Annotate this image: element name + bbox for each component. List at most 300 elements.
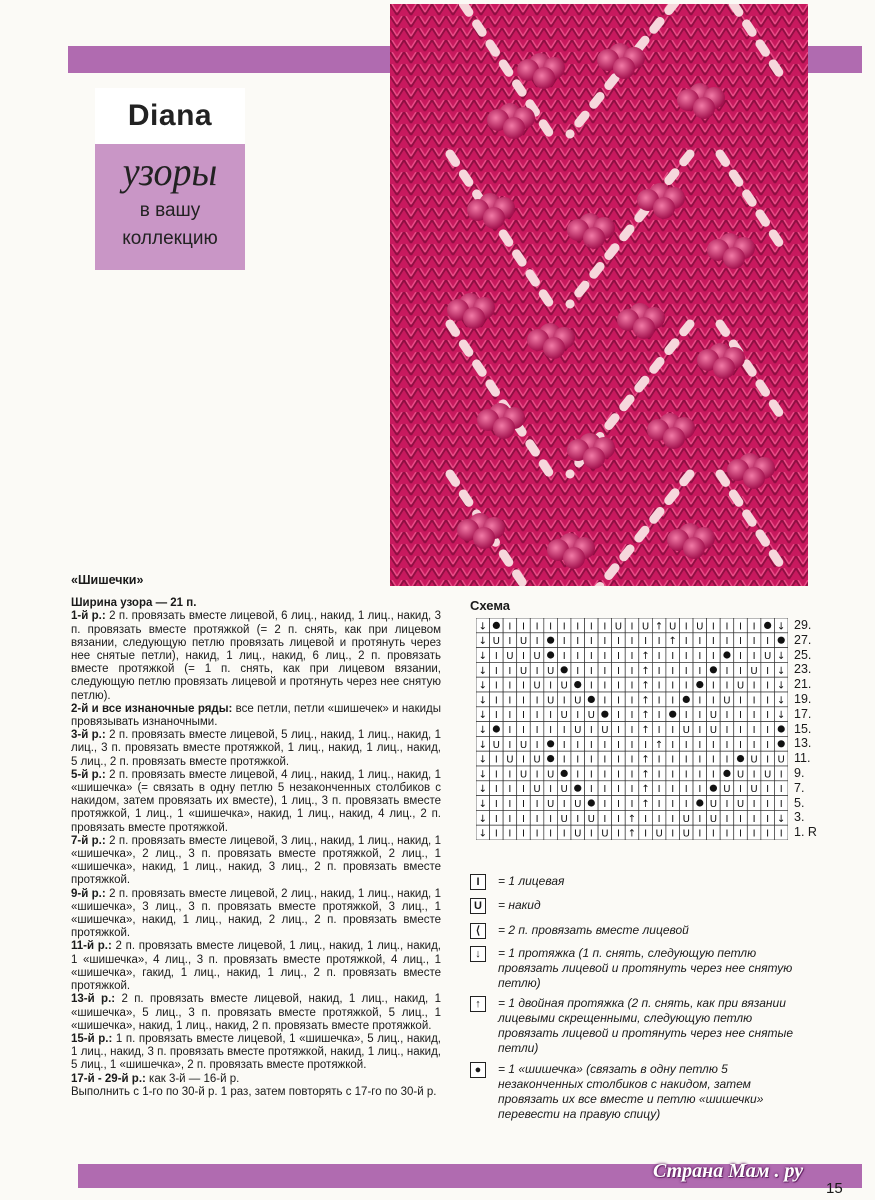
chart-symbol: U: [723, 695, 731, 707]
chart-row-label: 15.: [794, 721, 812, 736]
chart-symbol: ↓: [777, 651, 786, 662]
bobble-cluster: [723, 247, 745, 269]
chart-symbol: I: [725, 813, 729, 825]
chart-symbol: U: [601, 828, 609, 840]
chart-symbol: I: [603, 784, 607, 796]
chart-title: Схема: [470, 598, 511, 613]
chart-symbol: I: [671, 651, 675, 662]
instruction-row-label: 2-й и все изнаночные ряды:: [71, 702, 233, 715]
instruction-row: [71, 729, 441, 769]
chart-symbol: I: [766, 784, 770, 796]
bobble-cluster: [533, 67, 555, 89]
chart-symbol: I: [630, 665, 634, 677]
chart-symbol: I: [576, 754, 580, 766]
bobble-symbol: [588, 696, 595, 703]
chart-symbol: U: [641, 621, 650, 633]
chart-symbol: I: [522, 784, 525, 796]
chart-row-labels: [794, 618, 817, 840]
chart-symbol: I: [630, 725, 634, 736]
chart-symbol: I: [698, 665, 702, 677]
chart-symbol: U: [519, 739, 528, 751]
chart-symbol: I: [589, 739, 593, 751]
chart-symbol: I: [630, 695, 634, 707]
chart-symbol: I: [657, 636, 661, 648]
chart-row-label: 17.: [794, 706, 812, 721]
chart-symbol: I: [711, 769, 715, 781]
chart-symbol: U: [709, 710, 718, 722]
chart-symbol: ↑: [641, 754, 650, 766]
chart-row-label: 25.: [794, 647, 812, 662]
chart-symbol: U: [560, 813, 568, 825]
chart-symbol: I: [508, 784, 512, 796]
chart-symbol: I: [535, 739, 539, 751]
chart-symbol: I: [752, 813, 756, 825]
bobble-symbol: [696, 799, 703, 806]
chart-symbol: I: [739, 828, 742, 840]
bobble-symbol: [723, 651, 730, 658]
instruction-row-label: 15-й р.:: [71, 1032, 113, 1045]
chart-symbol: ↑: [641, 725, 650, 736]
chart-symbol: I: [779, 828, 783, 840]
chart-symbol: I: [535, 636, 539, 648]
chart-symbol: U: [777, 754, 785, 766]
chart-symbol: I: [522, 710, 525, 722]
instruction-row-label: 7-й р.:: [71, 834, 106, 847]
chart-symbol: I: [616, 680, 620, 692]
instruction-row: [71, 597, 441, 610]
chart-symbol: I: [535, 813, 539, 825]
chart-symbol: I: [684, 621, 688, 633]
legend-text: = 2 п. провязать вместе лицевой: [498, 923, 689, 937]
chart-symbol: I: [739, 784, 742, 796]
bobble-symbol: [737, 755, 744, 762]
chart-symbol: I: [671, 725, 675, 736]
chart-symbol: I: [522, 651, 525, 662]
chart-symbol: U: [574, 695, 582, 707]
chart-symbol: I: [779, 799, 783, 810]
instruction-row-label: 5-й р.:: [71, 768, 106, 781]
pattern-title: «Шишечки»: [71, 573, 144, 587]
chart-symbol: I: [752, 695, 756, 707]
chart-row-label: 19.: [794, 691, 812, 706]
chart-symbol: I: [549, 784, 553, 796]
chart-symbol: I: [508, 680, 512, 692]
chart-symbol: I: [522, 828, 525, 840]
instruction-row: [71, 1073, 441, 1086]
instruction-row-label: 11-й р.:: [71, 940, 112, 953]
instruction-row-label: 3-й р.:: [71, 729, 106, 742]
chart-symbol: I: [589, 769, 593, 781]
chart-symbol: I: [725, 799, 729, 810]
chart-symbol: I: [562, 636, 566, 648]
chart-symbol: I: [549, 813, 553, 825]
chart-symbol: I: [630, 754, 634, 766]
chart-symbol: I: [494, 695, 498, 707]
chart-symbol: I: [616, 665, 620, 677]
chart-symbol: I: [671, 784, 675, 796]
chart-symbol: I: [779, 784, 783, 796]
instruction-row: [71, 888, 441, 941]
k2tog-icon: ⟨: [470, 923, 486, 939]
chart-symbol: I: [671, 799, 675, 810]
instruction-row-label: 1-й р.:: [71, 610, 106, 623]
chart-symbol: U: [601, 725, 609, 736]
chart-symbol: ↑: [641, 680, 650, 692]
chart-symbol: ↑: [641, 799, 650, 810]
chart-symbol: I: [603, 813, 607, 825]
chart-symbol: I: [684, 651, 688, 662]
brand-box: [95, 88, 245, 270]
chart-row-label: 29.: [794, 618, 812, 632]
chart-symbol: U: [533, 651, 541, 662]
chart-symbol: I: [752, 621, 756, 633]
bobble-symbol: [547, 755, 554, 762]
chart-symbol: I: [630, 799, 634, 810]
chart-symbol: I: [494, 651, 498, 662]
chart-symbol: I: [589, 651, 593, 662]
chart-symbol: I: [535, 725, 539, 736]
brand-subtitle-2: коллекцию: [122, 228, 218, 249]
chart-symbol: ↓: [777, 695, 786, 707]
chart-symbol: I: [684, 769, 688, 781]
chart-symbol: U: [736, 799, 745, 810]
chart-symbol: I: [535, 710, 539, 722]
chart-symbol: I: [766, 828, 770, 840]
instruction-row-label: 9-й р.:: [71, 887, 106, 900]
chart-symbol: I: [739, 710, 742, 722]
chart-symbol: I: [589, 828, 593, 840]
chart-symbol: I: [657, 799, 661, 810]
chart-symbol: I: [657, 651, 661, 662]
chart-row-label: 7.: [794, 780, 805, 795]
chart-symbol: I: [616, 813, 620, 825]
chart-symbol: I: [711, 739, 715, 751]
chart-symbol: I: [725, 710, 729, 722]
chart-symbol: I: [630, 621, 634, 633]
chart-symbol: I: [494, 754, 498, 766]
chart-symbol: ↓: [478, 754, 487, 766]
chart-symbol: I: [684, 784, 688, 796]
bobble-symbol: [778, 740, 785, 747]
bobble-symbol: [547, 651, 554, 658]
chart-symbol: I: [522, 621, 525, 633]
chart-symbol: I: [603, 695, 607, 707]
bobble-symbol: [574, 681, 581, 688]
chart-symbol: I: [752, 636, 756, 648]
chart-symbol: I: [494, 710, 498, 722]
chart-symbol: I: [630, 784, 634, 796]
chart-symbol: I: [508, 710, 512, 722]
chart-symbol: ↑: [641, 784, 650, 796]
chart-symbol: I: [494, 784, 498, 796]
chart-symbol: I: [752, 651, 756, 662]
chart-symbol: I: [549, 621, 553, 633]
chart-symbol: I: [562, 799, 566, 810]
chart-symbol: I: [562, 828, 566, 840]
chart-symbol: I: [562, 725, 566, 736]
chart-symbol: I: [698, 828, 702, 840]
chart-symbol: I: [616, 828, 620, 840]
knitting-chart: [476, 618, 788, 840]
chart-symbol: I: [630, 710, 634, 722]
chart-symbol: U: [736, 769, 745, 781]
chart-symbol: U: [492, 636, 501, 648]
instruction-row: [71, 993, 441, 1033]
chart-symbol: I: [725, 754, 729, 766]
chart-symbol: U: [614, 621, 623, 633]
instruction-row-label: 17-й - 29-й р.:: [71, 1072, 146, 1085]
chart-symbol: I: [630, 636, 634, 648]
chart-symbol: U: [546, 769, 555, 781]
chart-symbol: I: [671, 680, 675, 692]
knitting-swatch-photo: [390, 4, 808, 586]
chart-symbol: U: [763, 769, 772, 781]
chart-symbol: I: [562, 695, 566, 707]
chart-symbol: I: [766, 739, 770, 751]
instruction-row: [71, 769, 441, 835]
chart-symbol: I: [698, 636, 702, 648]
chart-symbol: U: [709, 813, 718, 825]
chart-symbol: I: [589, 754, 593, 766]
chart-symbol: I: [766, 665, 770, 677]
chart-symbol: I: [739, 813, 742, 825]
bobble-symbol: [723, 770, 730, 777]
chart-symbol: ↑: [627, 813, 637, 825]
chart-symbol: ↓: [777, 621, 786, 633]
chart-symbol: I: [766, 680, 770, 692]
chart-symbol: ↑: [668, 636, 677, 648]
chart-symbol: I: [684, 710, 688, 722]
chart-symbol: U: [519, 665, 528, 677]
knit-stitch-icon: I: [470, 874, 486, 890]
chart-symbol: I: [766, 710, 770, 722]
chart-symbol: ↓: [777, 665, 786, 677]
chart-symbol: ↑: [641, 695, 650, 707]
bobble-icon: ●: [470, 1062, 486, 1078]
bobble-cluster: [663, 427, 685, 449]
chart-symbol: I: [684, 665, 688, 677]
chart-symbol: I: [698, 651, 702, 662]
chart-symbol: I: [698, 813, 702, 825]
chart-symbol: I: [739, 739, 742, 751]
chart-symbol: U: [533, 754, 541, 766]
chart-symbol: U: [560, 680, 568, 692]
instruction-row: [71, 940, 441, 993]
chart-symbol: I: [739, 636, 742, 648]
chart-symbol: I: [576, 739, 580, 751]
chart-symbol: ↓: [478, 813, 487, 825]
chart-symbol: I: [616, 799, 620, 810]
chart-symbol: U: [682, 725, 690, 736]
chart-symbol: I: [535, 665, 539, 677]
bobble-symbol: [588, 799, 595, 806]
instruction-row: [71, 1033, 441, 1073]
chart-symbol: ↓: [777, 680, 786, 692]
bobble-cluster: [683, 537, 705, 559]
chart-symbol: I: [644, 813, 648, 825]
bobble-cluster: [473, 527, 495, 549]
chart-symbol: ↓: [478, 769, 487, 781]
bobble-cluster: [633, 317, 655, 339]
chart-symbol: I: [752, 680, 756, 692]
instruction-row: [71, 835, 441, 888]
chart-symbol: I: [711, 636, 715, 648]
chart-symbol: ↓: [478, 636, 487, 648]
chart-symbol: I: [616, 725, 620, 736]
chart-symbol: I: [657, 710, 661, 722]
chart-symbol: ↓: [478, 828, 487, 840]
chart-symbol: I: [508, 799, 512, 810]
bobble-cluster: [583, 447, 605, 469]
chart-symbol: I: [630, 651, 634, 662]
chart-symbol: U: [533, 680, 541, 692]
chart-symbol: I: [671, 739, 675, 751]
chart-symbol: I: [698, 725, 702, 736]
chart-symbol: I: [616, 695, 620, 707]
chart-symbol: I: [725, 621, 729, 633]
chart-symbol: U: [709, 799, 718, 810]
chart-symbol: I: [766, 725, 770, 736]
chart-symbol: U: [546, 695, 555, 707]
chart-symbol: U: [519, 769, 528, 781]
chart-row-label: 3.: [794, 810, 805, 825]
chart-symbol: U: [709, 725, 718, 736]
chart-symbol: I: [494, 680, 498, 692]
chart-symbol: U: [519, 636, 528, 648]
chart-symbol: U: [682, 813, 690, 825]
chart-symbol: I: [522, 754, 525, 766]
chart-symbol: I: [711, 621, 715, 633]
instruction-row-label: 13-й р.:: [71, 993, 116, 1006]
chart-symbol: I: [725, 636, 729, 648]
chart-symbol: I: [535, 695, 539, 707]
instruction-row-text: 2 п. провязать вместе лицевой, 6 лиц., накид, 1 лиц., накид, 3 п. провязать вместе протяжкой (= 2 п. снять, как при лицевом вязании, следующую петлю провязать лицевой и протянуть через нее снятые петли), накид, 1 лиц., накид, 6 лиц., 2 п. провязать вместе протяжкой (= 1 п. снять, как при лицевом вязании, следующую петлю провязать лицевой и протянуть через нее снятую петлю).: [71, 610, 441, 702]
chart-symbol: U: [574, 799, 582, 810]
chart-symbol: I: [576, 651, 580, 662]
chart-symbol: U: [546, 665, 555, 677]
chart-symbol: I: [698, 754, 702, 766]
chart-symbol: I: [711, 651, 715, 662]
chart-symbol: I: [522, 680, 525, 692]
chart-symbol: U: [506, 754, 514, 766]
bobble-symbol: [669, 711, 676, 718]
chart-symbol: I: [562, 754, 566, 766]
chart-symbol: I: [549, 680, 553, 692]
chart-symbol: I: [522, 695, 525, 707]
chart-symbol: I: [589, 665, 593, 677]
header-accent-bar-right: [808, 46, 862, 73]
bobble-cluster: [463, 307, 485, 329]
chart-symbol: I: [616, 710, 620, 722]
chart-symbol: I: [698, 784, 702, 796]
chart-symbol: I: [535, 621, 539, 633]
bobble-cluster: [563, 547, 585, 569]
chart-symbol: I: [684, 799, 688, 810]
chart-symbol: I: [589, 784, 593, 796]
chart-symbol: I: [725, 725, 729, 736]
legend-text: = 1 лицевая: [498, 874, 565, 888]
chart-symbol: I: [657, 813, 661, 825]
chart-symbol: I: [494, 799, 498, 810]
bobble-symbol: [710, 785, 717, 792]
chart-row-label: 21.: [794, 677, 812, 692]
chart-symbol: I: [657, 725, 661, 736]
chart-symbol: I: [725, 739, 729, 751]
chart-row-label: 23.: [794, 662, 812, 677]
chart-symbol: I: [603, 799, 607, 810]
bobble-cluster: [653, 197, 675, 219]
chart-symbol: I: [671, 695, 675, 707]
chart-symbol: I: [508, 739, 512, 751]
chart-symbol: I: [603, 636, 607, 648]
chart-symbol: I: [739, 621, 742, 633]
chart-symbol: I: [576, 769, 580, 781]
chart-symbol: I: [671, 813, 675, 825]
legend-text: = накид: [498, 898, 541, 912]
bobble-cluster: [543, 337, 565, 359]
chart-symbol: U: [723, 784, 731, 796]
instruction-row-text: 2 п. провязать вместе лицевой, 3 лиц., накид, 1 лиц., накид, 1 «шишечка», 2 лиц., 3 п. провязать вместе протяжкой, 2 лиц., 1 «шишечка», накид, 1 лиц., накид, 3 лиц., 2 п. провязать вместе протяжкой.: [71, 834, 441, 887]
chart-symbol: I: [739, 695, 742, 707]
bobble-symbol: [683, 696, 690, 703]
chart-symbol: I: [616, 769, 620, 781]
chart-symbol: I: [494, 769, 498, 781]
chart-symbol: ↓: [777, 813, 786, 825]
chart-symbol: I: [766, 799, 770, 810]
instruction-row: [71, 610, 441, 702]
chart-row-label: 9.: [794, 765, 805, 780]
bobble-cluster: [693, 97, 715, 119]
instruction-row-text: все петли, петли «шишечек» и накиды провязывать изнаночными.: [71, 702, 441, 729]
chart-symbol: I: [725, 680, 729, 692]
bobble-cluster: [493, 417, 515, 439]
chart-symbol: I: [508, 665, 512, 677]
chart-symbol: I: [779, 769, 783, 781]
instruction-row-text: 2 п. провязать вместе лицевой, накид, 1 лиц., накид, 1 «шишечка», 5 лиц., 3 п. провязать вместе протяжкой, 5 лиц., 1 «шишечка», накид, 1 лиц., накид, 2 п. провязать вместе протяжкой.: [71, 993, 441, 1032]
chart-symbol: I: [630, 739, 634, 751]
chart-symbol: I: [549, 828, 553, 840]
chart-symbol: U: [587, 710, 595, 722]
instruction-row-text: 2 п. провязать вместе лицевой, 1 лиц., накид, 1 лиц., накид, 1 «шишечка», 4 лиц., 3 п. провязать вместе протяжкой, 4 лиц., 1 «шишечка», гакид, 1 лиц., накид, 1 лиц., 2 п. провязать вместе протяжкой.: [71, 940, 441, 993]
chart-symbol: ↓: [478, 710, 487, 722]
bobble-symbol: [710, 666, 717, 673]
chart-symbol: I: [616, 636, 620, 648]
chart-symbol: I: [752, 769, 756, 781]
chart-symbol: U: [763, 651, 772, 662]
chart-symbol: U: [682, 828, 690, 840]
chart-symbol: I: [603, 739, 607, 751]
brand-header: [95, 88, 245, 144]
chart-symbol: I: [535, 799, 539, 810]
chart-symbol: ↓: [478, 725, 487, 736]
chart-symbol: I: [698, 739, 702, 751]
chart-symbol: U: [655, 828, 663, 840]
bobble-symbol: [547, 637, 554, 644]
brand-title: узоры: [122, 149, 218, 194]
chart-symbol: U: [574, 725, 582, 736]
chart-symbol: I: [494, 665, 498, 677]
chart-symbol: U: [533, 784, 541, 796]
double-decrease-icon: ↑: [470, 996, 486, 1012]
chart-symbol: U: [546, 799, 555, 810]
legend-text: = 1 протяжка (1 п. снять, следующую петлю провязать лицевой и протянуть через нее снятую петлю): [498, 946, 793, 990]
chart-symbol: I: [698, 769, 702, 781]
chart-symbol: I: [711, 754, 715, 766]
instruction-row-text: 1 п. провязать вместе лицевой, 1 «шишечка», 5 лиц., накид, 1 лиц., накид, 3 п. провязать вместе протяжкой, накид, 1 лиц., накид, 5 лиц., 1 «шишечка», 2 п. провязать вместе протяжкой.: [71, 1032, 441, 1072]
bobble-symbol: [493, 622, 500, 629]
chart-symbol: ↓: [777, 710, 786, 722]
chart-row-label: 13.: [794, 736, 812, 751]
